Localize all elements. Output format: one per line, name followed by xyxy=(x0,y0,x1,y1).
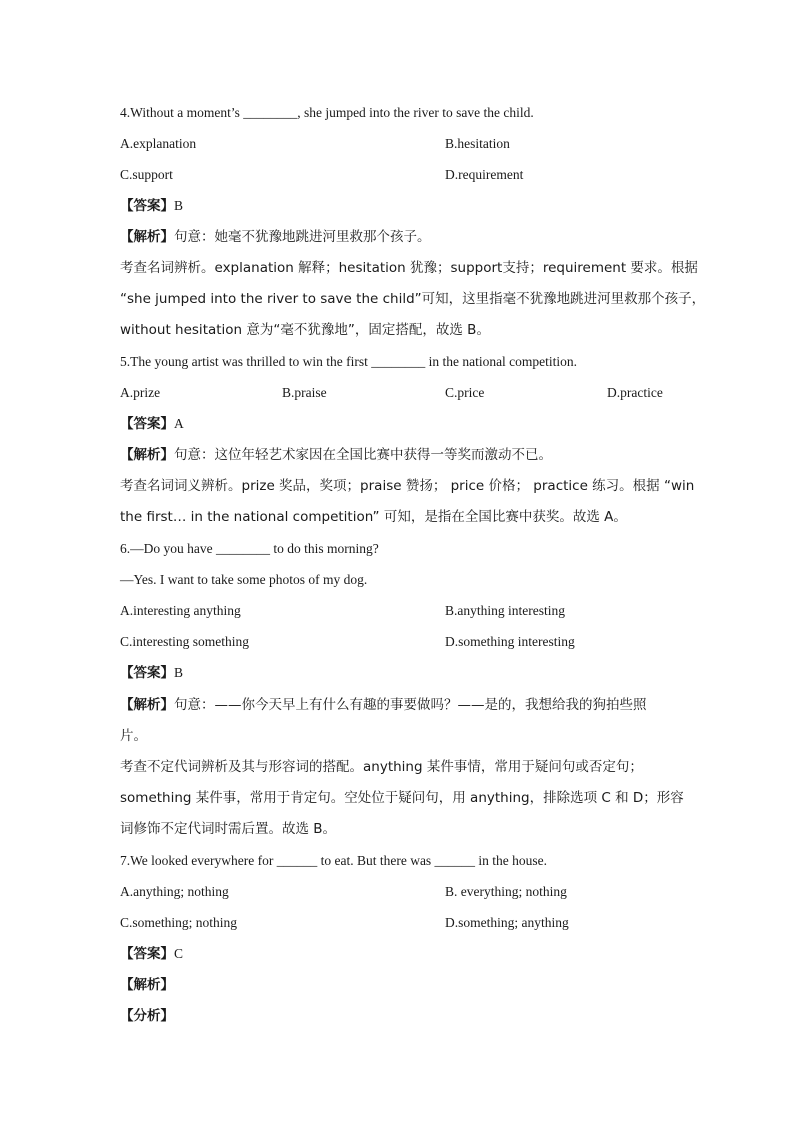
answer-value: A xyxy=(174,416,184,431)
question-7-analysis-subtag: 【分析】 xyxy=(120,1008,174,1024)
analysis-tag: 【解析】 xyxy=(120,229,174,245)
question-6-option-a: A.interesting anything xyxy=(120,603,241,618)
question-6-stem: 6.—Do you have ________ to do this morning? xyxy=(120,541,379,556)
analysis-text: 句意：这位年轻艺术家因在全国比赛中获得一等奖而激动不已。 xyxy=(174,447,552,463)
question-4-option-c: C.support xyxy=(120,167,173,182)
question-6-option-b: B.anything interesting xyxy=(445,603,565,618)
question-7-option-d: D.something; anything xyxy=(445,915,569,930)
question-6-analysis-1 xyxy=(120,695,647,715)
analysis-text: 句意：——你今天早上有什么有趣的事要做吗？——是的，我想给我的狗拍些照 xyxy=(174,697,647,713)
question-6-stem-2: —Yes. I want to take some photos of my dog. xyxy=(120,572,368,587)
question-4-stem: 4.Without a moment’s ________, she jumped into the river to save the child. xyxy=(120,105,534,120)
question-5-option-c: C.price xyxy=(445,385,485,400)
answer-tag: 【答案】 xyxy=(120,946,174,962)
question-6-option-d: D.something interesting xyxy=(445,634,575,649)
analysis-tag: 【解析】 xyxy=(120,447,174,463)
analysis-text: 句意：她毫不犹豫地跳进河里救那个孩子。 xyxy=(174,229,431,245)
question-5-option-d: D.practice xyxy=(607,385,663,400)
question-4-option-d: D.requirement xyxy=(445,167,524,182)
question-7-option-b: B. everything; nothing xyxy=(445,884,567,899)
answer-value: B xyxy=(174,198,184,213)
question-6-analysis-1b: 片。 xyxy=(120,728,147,744)
question-6-answer xyxy=(120,663,183,683)
analysis-tag: 【解析】 xyxy=(120,697,174,713)
question-6-analysis-3: something 某件事，常用于肯定句。空处位于疑问句，用 anything，排除选项 C 和 D；形容 xyxy=(120,790,684,806)
answer-tag: 【答案】 xyxy=(120,665,174,681)
question-4-answer xyxy=(120,196,183,216)
question-4-analysis-2: 考查名词辨析。explanation 解释；hesitation 犹豫；support支持；requirement 要求。根据 xyxy=(120,260,698,276)
answer-tag: 【答案】 xyxy=(120,416,174,432)
question-7-option-a: A.anything; nothing xyxy=(120,884,229,899)
question-5-option-a: A.prize xyxy=(120,385,161,400)
question-7-stem: 7.We looked everywhere for ______ to eat. But there was ______ in the house. xyxy=(120,853,548,868)
question-5-analysis-3: the first… in the national competition” 可知，是指在全国比赛中获奖。故选 A。 xyxy=(120,509,627,525)
question-4-analysis-4: without hesitation 意为“毫不犹豫地”，固定搭配，故选 B。 xyxy=(120,322,490,338)
question-7-answer xyxy=(120,944,183,964)
question-4-option-b: B.hesitation xyxy=(445,136,510,151)
question-5-analysis-1 xyxy=(120,445,552,465)
question-5-option-b: B.praise xyxy=(282,385,327,400)
answer-tag: 【答案】 xyxy=(120,198,174,214)
answer-value: B xyxy=(174,665,184,680)
question-4-analysis-3: “she jumped into the river to save the child”可知，这里指毫不犹豫地跳进河里救那个孩子， xyxy=(120,291,706,307)
question-4-option-a: A.explanation xyxy=(120,136,197,151)
question-5-answer xyxy=(120,414,184,434)
question-5-analysis-2: 考查名词词义辨析。prize 奖品，奖项；praise 赞扬； price 价格； practice 练习。根据 “win xyxy=(120,478,695,494)
question-7-analysis-tag: 【解析】 xyxy=(120,977,174,993)
question-7-option-c: C.something; nothing xyxy=(120,915,238,930)
question-6-analysis-2: 考查不定代词辨析及其与形容词的搭配。anything 某件事情，常用于疑问句或否定句； xyxy=(120,759,643,775)
question-5-stem: 5.The young artist was thrilled to win the first ________ in the national competition. xyxy=(120,354,578,369)
question-4-analysis-1 xyxy=(120,227,431,247)
answer-value: C xyxy=(174,946,184,961)
question-6-option-c: C.interesting something xyxy=(120,634,249,649)
question-6-analysis-4: 词修饰不定代词时需后置。故选 B。 xyxy=(120,821,337,837)
